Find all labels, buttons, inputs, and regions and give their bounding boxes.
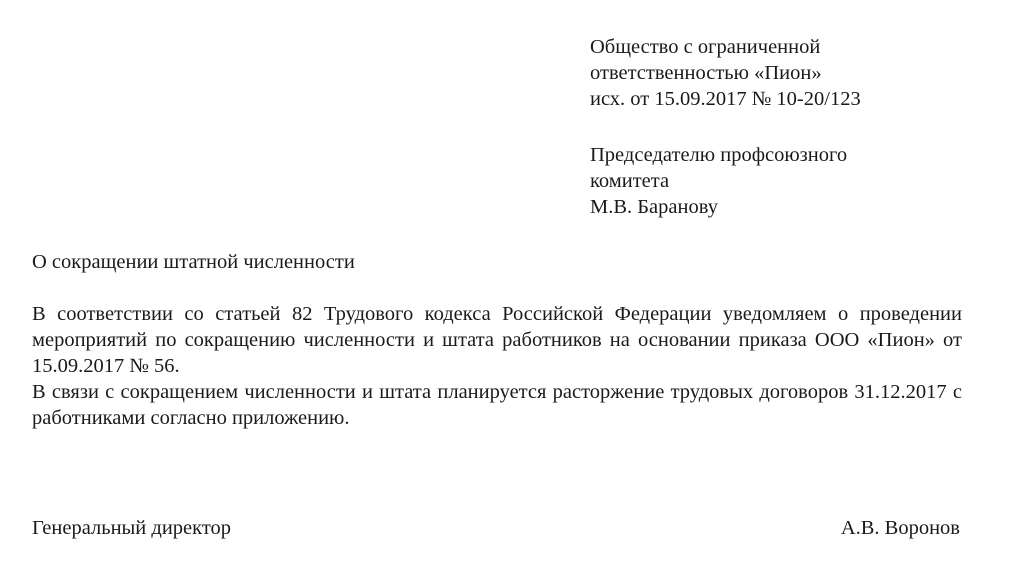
signatory-position: Генеральный директор: [32, 517, 232, 539]
recipient-name: М.В. Баранову: [590, 196, 718, 218]
letter-subject: О сокращении штатной численности: [32, 251, 355, 273]
recipient-title-line-1: Председателю профсоюзного: [590, 144, 848, 166]
body-paragraph-1: В соответствии со статьей 82 Трудового кодекса Российской Федерации уведомляем о проведении мероприятий по сокращению численности и штата работников на основании приказа ООО «Пион» от 15.09.2017 № 56.: [32, 303, 962, 377]
outgoing-reference: исх. от 15.09.2017 № 10-20/123: [590, 88, 861, 110]
letter-body: [32, 301, 962, 431]
sender-organization-line-2: ответственностью «Пион»: [590, 62, 822, 84]
sender-organization-line-1: Общество с ограниченной: [590, 36, 821, 58]
sender-block: [590, 34, 990, 112]
recipient-title-line-2: комитета: [590, 170, 670, 192]
signatory-name: А.В. Воронов: [840, 517, 960, 539]
body-paragraph-2: В связи с сокращением численности и штата планируется расторжение трудовых договоров 31.12.2017 с работниками согласно приложению.: [32, 381, 962, 429]
recipient-block: [590, 142, 990, 220]
